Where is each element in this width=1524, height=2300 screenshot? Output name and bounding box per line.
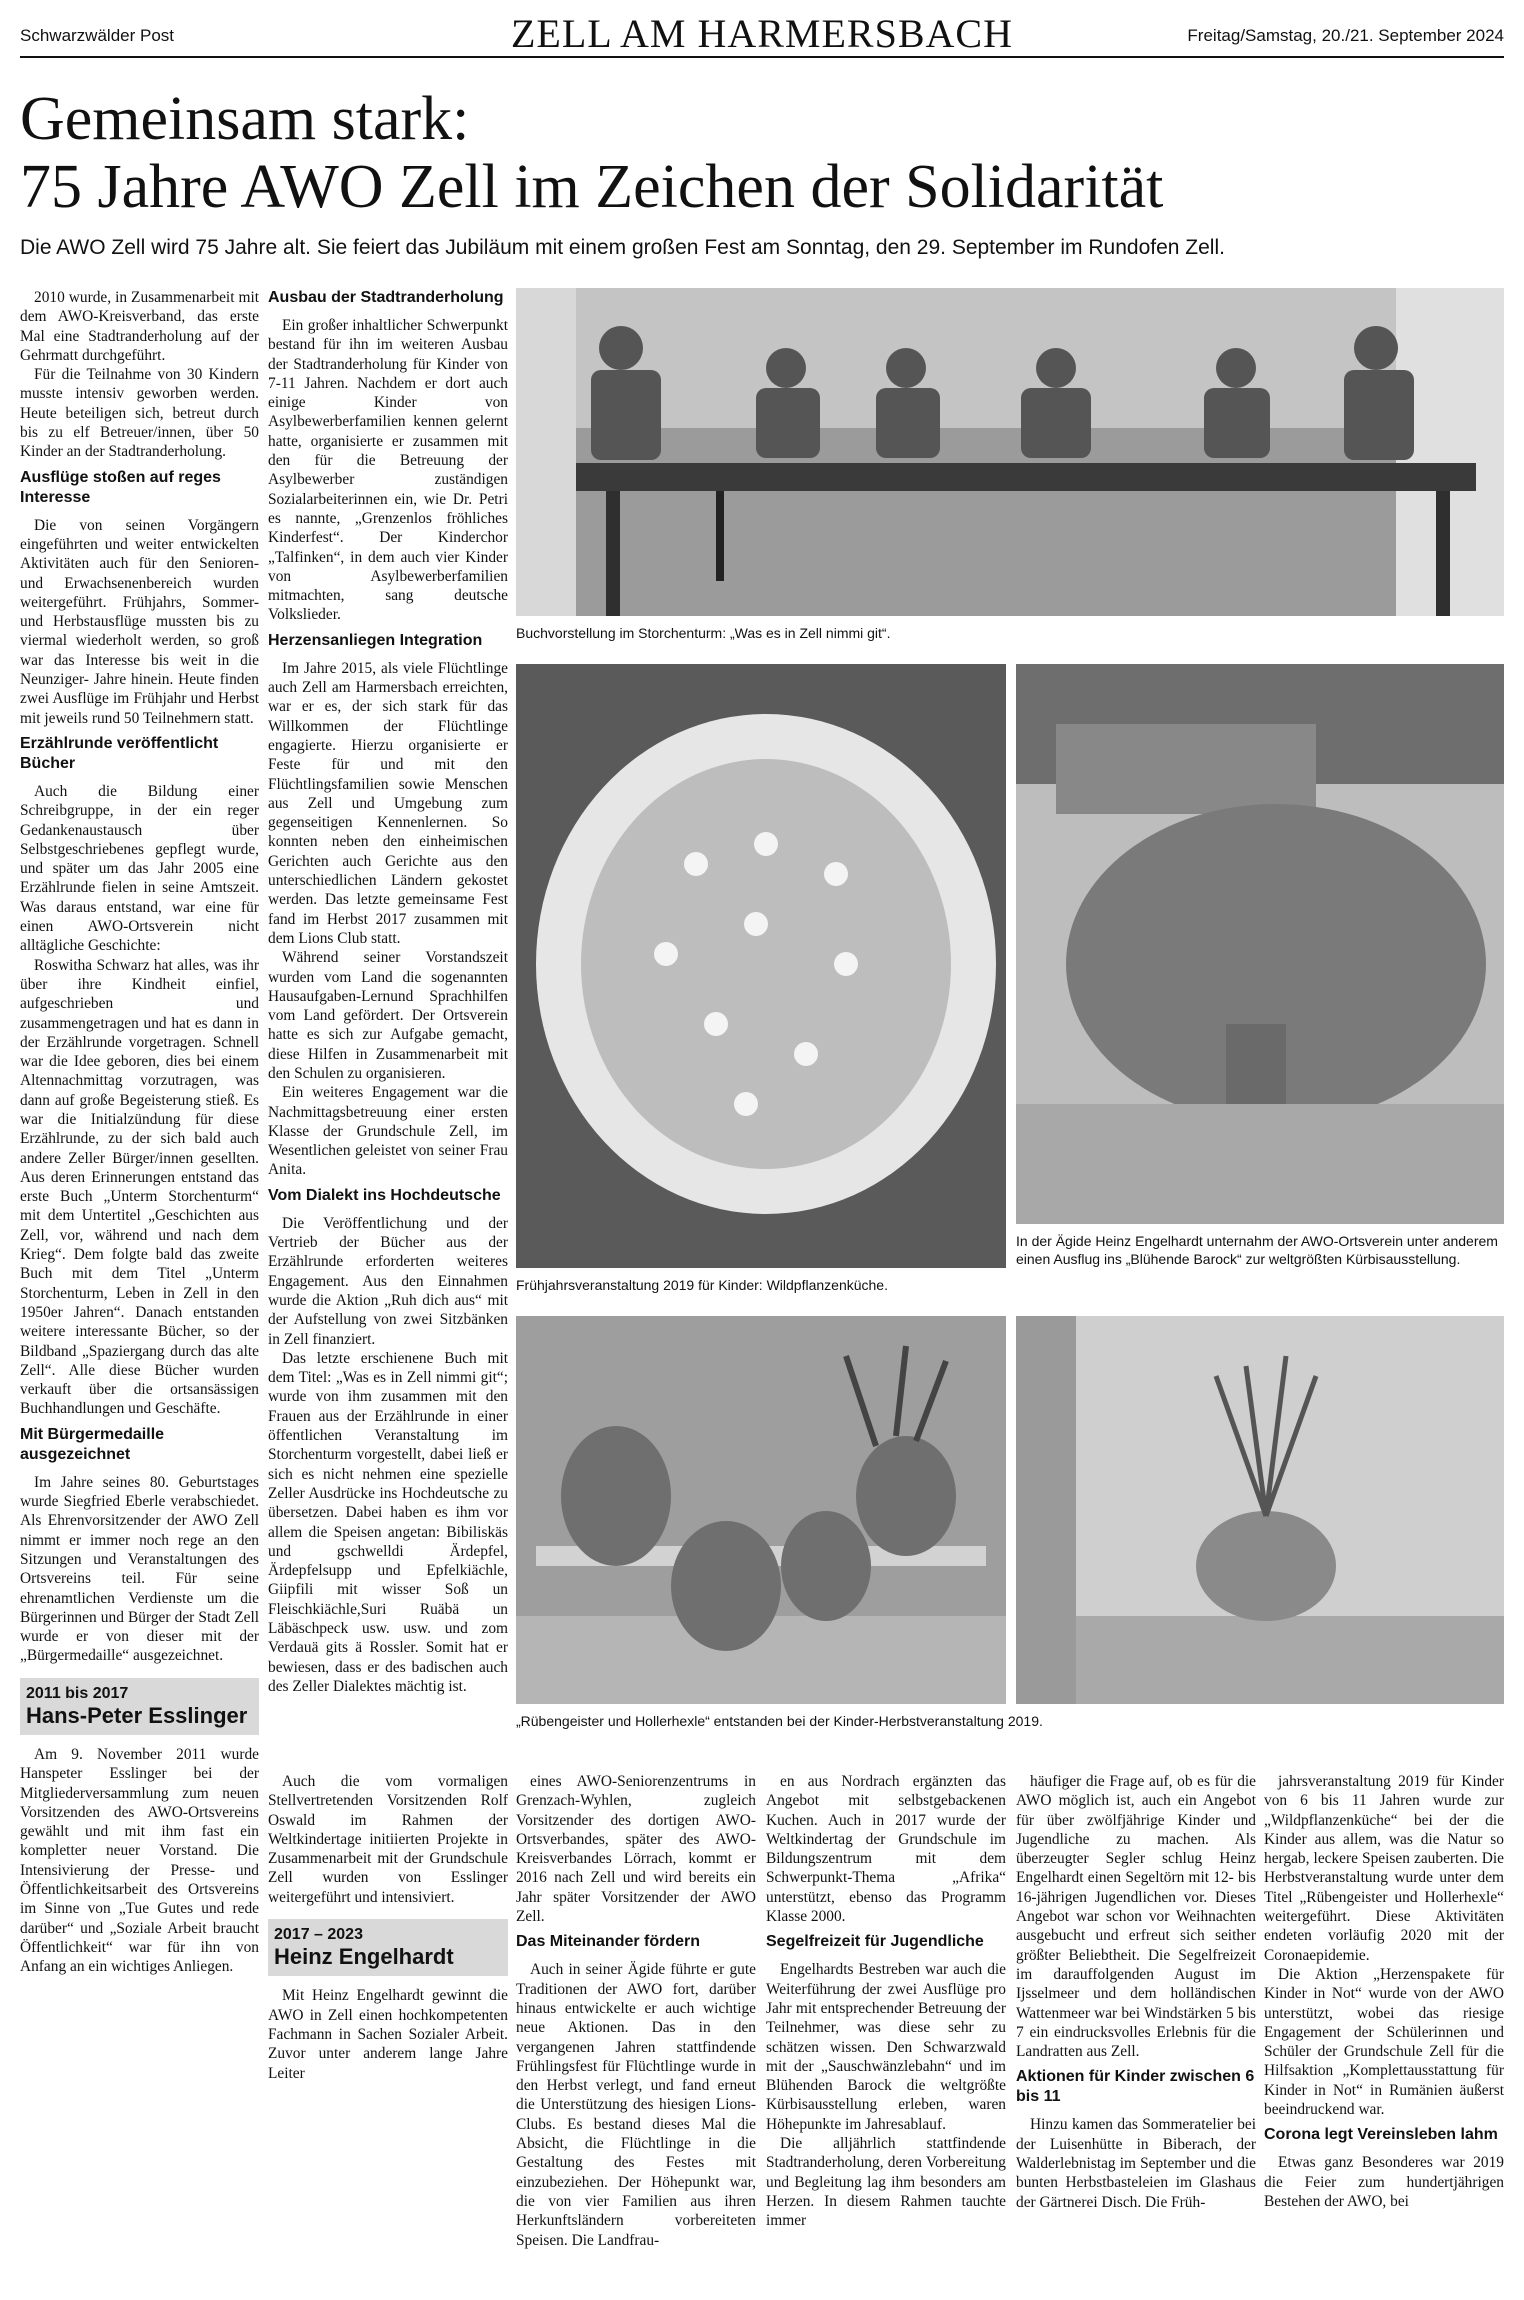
paragraph: Während seiner Vorstandszeit wurden vom Land die sogenannten Hausaufgaben-Lernund Sprachhilfen vom Land gefördert. Der Ortsverein hatte es sich zur Aufgabe gemacht, diese Hilfen in Zusammenarbeit mit den Schulen zu organisieren. (268, 949, 508, 1082)
paragraph: Am 9. November 2011 wurde Hanspeter Esslinger bei der Mitgliederversammlung zum neuen Vorsitzenden des AWO-Ortsvereins gewählt und mit ihm fast ein kompletter neuer Vorstand. Die Intensivierung der Presse- und Öffentlichkeitsarbeit des Ortsvereins im Sinne von „Tue Gutes und rede darüber“ und „Soziale Arbeit braucht Öffentlichkeit“ war für ihn von Anfang an ein wichtiges Anliegen. (20, 1746, 259, 1976)
era-name: Hans-Peter Esslinger (26, 1703, 248, 1728)
article-column-1 (20, 288, 259, 2296)
article-column-4 (516, 1772, 756, 2296)
subheadline: Die AWO Zell wird 75 Jahre alt. Sie feiert das Jubiläum mit einem großen Fest am Sonntag, den 29. September im Rundofen Zell. (20, 236, 1225, 259)
photo-book-presentation (516, 288, 1504, 616)
paragraph: Im Jahre 2015, als viele Flüchtlinge auch Zell am Harmersbach erreichten, war er es, der sich stark für das Willkommen der Flüchtlinge engagierte. Hierzu organisierte er Feste für und mit den Flüchtlingsfamilien sowie Menschen aus Zell und Umgebung zum gegenseitigen Kennenlernen. So konnten neben den einheimischen Gerichten auch Gerichte aus den unterschiedlichen Ländern gekostet werden. Das letzte gemeinsame Fest fand im Herbst 2017 zusammen mit dem Lions Club statt. (268, 659, 508, 947)
paragraph: Ein großer inhaltlicher Schwerpunkt bestand für ihn im weiteren Ausbau der Stadtranderholung für Kinder von 7-11 Jahren. Nachdem er dort auch einige Kinder von Asylbewerberfamilien kennen gelernt hatte, organisierte er zusammen mit den für die Betreuung der Asylbewerber zuständigen Sozialarbeiterinnen ein, wie Dr. Petri es nannte, „Grenzenlos fröhliches Kinderfest“. Der Kinderchor „Talfinken“, in dem auch vier Kinder von Asylbewerberfamilien mitmachten, sang deutsche Volkslieder. (268, 317, 508, 624)
photo-caption: Frühjahrsveranstaltung 2019 für Kinder: Wildpflanzenküche. (516, 1277, 888, 1293)
paragraph: Für die Teilnahme von 30 Kindern musste intensiv geworben werden. Heute beteiligen sich, betreut durch bis zu elf Betreuer/innen, über 50 Kinder an der Stadtranderholung. (20, 366, 259, 461)
paragraph: Die Aktion „Herzenspakete für Kinder in Not“ wurde von der AWO unterstützt, wobei das riesige Engagement der Schülerinnen und Schüler der Grundschule Zell für die Hilfsaktion „Komplettausstattung für Kinder in Not“ in Rumänien äußerst beeindruckend war. (1264, 1965, 1504, 2119)
article-column-7 (1264, 1772, 1504, 2296)
paragraph: Die Veröffentlichung und der Vertrieb der Bücher aus der Erzählrunde erforderten weiteres Engagement. Aus den Einnahmen wurde die Aktion „Ruh dich aus“ mit der Aufstellung von zwei Sitzbänken in Zell finanziert. (268, 1214, 508, 1348)
era-years: 2011 bis 2017 (26, 1684, 129, 1702)
subheading: Ausflüge stoßen auf reges Interesse (20, 468, 221, 506)
article-column-6 (1016, 1772, 1256, 2296)
photo-caption: In der Ägide Heinz Engelhardt unternahm der AWO-Ortsverein unter anderem einen Ausflug ins „Blühende Barock“ zur weltgrößten Kürbisausstellung. (1016, 1233, 1498, 1267)
paragraph: Die von seinen Vorgängern eingeführten und weiter entwickelten Aktivitäten auch für den Senioren- und Erwachsenenbereich wurden weitergeführt. Frühjahrs, Sommer- und Herbstausflüge mussten bis zu viermal wiederholt werden, so groß war das Interesse bis weit in die Neunziger- Jahre hinein. Heute finden zwei Ausflüge im Frühjahr und Herbst mit jeweils rund 50 Teilnehmern statt. (20, 516, 259, 727)
paragraph: Im Jahre seines 80. Geburtstages wurde Siegfried Eberle verabschiedet. Als Ehrenvorsitzender der AWO Zell nimmt er immer noch rege an den Sitzungen und Veranstaltungen des Ortsvereins teil. Für seine ehrenamtlichen Verdienste um die Bürgerinnen und Bürger der Stadt Zell wurde er von dieser mit der „Bürgermedaille“ ausgezeichnet. (20, 1473, 259, 1665)
headline (20, 85, 1504, 221)
newspaper-name: Schwarzwälder Post (20, 26, 175, 45)
headline-line-1: Gemeinsam stark: (20, 85, 470, 153)
photo-pumpkin-exhibition (1016, 664, 1504, 1224)
paragraph: Mit Heinz Engelhardt gewinnt die AWO in Zell einen hochkompetenten Fachmann in Sachen Sozialer Arbeit. Zuvor unter anderem lange Jahre Leiter (268, 1987, 508, 2082)
paragraph: häufiger die Frage auf, ob es für die AWO möglich ist, auch ein Angebot für über zwölfjährige Kinder und Jugendliche zu machen. Als überzeugter Segler schlug Heinz Engelhardt einen Segeltörn mit 12- bis 16-jährigen Jugendlichen vor. Dieses Angebot war schon vor Weihnachten ausgebucht und erfreut sich seither größter Beliebtheit. Die Segelfreizeit im darauffolgenden August im Ijsselmeer und dem holländischen Wattenmeer war bei Windstärken 5 bis 7 ein eindrucksvolles Erlebnis für die Landratten aus Zell. (1016, 1773, 1256, 2061)
headline-line-2: 75 Jahre AWO Zell im Zeichen der Solidarität (20, 153, 1164, 221)
subheading: Ausbau der Stadtranderholung (268, 289, 504, 306)
subheading: Vom Dialekt ins Hochdeutsche (268, 1186, 501, 1204)
article-column-3 (268, 1772, 508, 2296)
subheading: Corona legt Vereinsleben lahm (1264, 2126, 1498, 2144)
paragraph: Etwas ganz Besonderes war 2019 die Feier zum hundertjährigen Bestehen der AWO, bei (1264, 2154, 1504, 2210)
era-years: 2017 – 2023 (274, 1926, 363, 1944)
photo-wildflower-dish (516, 664, 1006, 1268)
subheading: Mit Bürgermedaille ausgezeichnet (20, 1425, 165, 1463)
paragraph: Auch die Bildung einer Schreibgruppe, in der ein reger Gedankenaustausch über Selbstgeschriebenes gepflegt wurde, und später um das Jahr 2005 eine Erzählrunde fielen in seine Amtszeit. Was daraus entstand, war eine für einen AWO-Ortsverein nicht alltägliche Geschichte: (20, 782, 259, 955)
subheading: Erzählrunde veröffentlicht Bücher (20, 734, 219, 772)
masthead (20, 10, 1504, 58)
era-box-esslinger (20, 1678, 259, 1735)
paragraph: Auch die vom vormaligen Stellvertretenden Vorsitzenden Rolf Oswald im Rahmen der Weltkindertage initiierten Projekte in Zusammenarbeit mit der Grundschule Zell wurden von Esslinger weitergeführt und intensiviert. (268, 1773, 508, 1906)
paragraph: en aus Nordrach ergänzten das Angebot mit selbstgebackenen Kuchen. Auch in 2017 wurde der Weltkindertag der Grundschule im Bildungszentrum mit dem Schwerpunkt-Thema „Afrika“ unterstützt, ebenso das Programm Klasse 2000. (766, 1773, 1006, 1926)
paragraph: jahrsveranstaltung 2019 für Kinder von 6 bis 11 Jahren wurde zur „Wildpflanzenküche“ bei der die Kinder aus allem, was die Natur so hergab, leckere Speisen zauberten. Die Herbstveranstaltung wurde unter dem Titel „Rübengeister und Hollerhexle“ weitergeführt. Diese Aktivitäten endeten vorläufig 2020 mit der Coronaepidemie. (1264, 1773, 1504, 1964)
paragraph: eines AWO-Seniorenzentrums in Grenzach-Wyhlen, zugleich Vorsitzender des dortigen AWO-Ortsverbandes, später des AWO-Kreisverbandes Lörrach, kommt er 2016 nach Zell und wird bereits ein Jahr später Vorsitzender der AWO Zell. (516, 1773, 756, 1926)
photo-turnip-ghosts (516, 1316, 1006, 1704)
paragraph: 2010 wurde, in Zusammenarbeit mit dem AWO-Kreisverband, das erste Mal eine Stadtranderholung auf der Gehrmatt durchgeführt. (20, 289, 259, 364)
article-column-2 (268, 288, 508, 1768)
paragraph: Hinzu kamen das Sommeratelier bei der Luisenhütte in Biberach, der Walderlebnistag im September und die bunten Herbstbasteleien im Glashaus der Gärtnerei Disch. Die Früh- (1016, 2116, 1256, 2211)
era-name: Heinz Engelhardt (274, 1944, 454, 1970)
paragraph: Die alljährlich stattfindende Stadtranderholung, deren Vorbereitung und Begleitung lag ihm besonders am Herzen. In diesem Rahmen tauchte immer (766, 2135, 1006, 2230)
subheading: Das Miteinander fördern (516, 1933, 701, 1951)
subheading: Herzensanliegen Integration (268, 631, 483, 649)
photo-caption: Buchvorstellung im Storchenturm: „Was es in Zell nimmi git“. (516, 625, 891, 641)
subheading: Aktionen für Kinder zwischen 6 bis 11 (1016, 2068, 1255, 2106)
paragraph: Auch in seiner Ägide führte er gute Traditionen der AWO fort, darüber hinaus entwickelte er auch wichtige neue Aktionen. Das in den vergangenen Jahren stattfindende Frühlingsfest für Flüchtlinge wurde in den Herbst verlegt, und fand erneut die Unterstützung des hiesigen Lions-Clubs. Es bestand dieses Mal die Absicht, die Flüchtlinge in die Gestaltung des Festes mit einzubeziehen. Der Höhepunkt war, die von vier Familien aus ihren Herkunftsländern vorbereiteten Speisen. Die Landfrau- (516, 1961, 756, 2249)
paragraph: Roswitha Schwarz hat alles, was ihr über ihre Kindheit einfiel, aufgeschrieben und zusammengetragen und hat es dann in der Erzählrunde vorgetragen. Schnell war die Idee geboren, dies bei einem Altennachmittag vorzutragen, was dann auf große Begeisterung stieß. Es war die Initialzündung für diese Erzählrunde, zu der sich bald auch andere Zeller Bürger/innen gesellten. Aus deren Erinnerungen entstand das erste Buch „Unterm Storchenturm“ mit dem Untertitel „Geschichten aus Zell, vor, während und nach dem Krieg“. Dem folgte bald das zweite Buch mit dem Titel „Unterm Storchenturm, Leben in Zell in den 1950er Jahren“. Danach entstanden weitere interessante Bücher, so der Bildband „Spaziergang durch das alte Zell“. Alle diese Bücher wurden verkauft über die ortsansässigen Buchhandlungen und Geschäfte. (20, 956, 259, 1418)
paragraph: Ein weiteres Engagement war die Nachmittagsbetreuung einer ersten Klasse der Grundschule Zell, im Wesentlichen geleistet von seiner Frau Anita. (268, 1084, 508, 1179)
era-box-engelhardt (268, 1919, 508, 1976)
article-column-5 (766, 1772, 1006, 2296)
paragraph: Engelhardts Bestreben war auch die Weiterführung der zwei Ausflüge pro Jahr mit entsprechender Betreuung der Teilnehmer, was diese sehr zu schätzen wissen. Den Schwarzwald mit der „Sauschwänzlebahn“ und im Blühenden Barock die weltgrößte Kürbisausstellung erleben, waren Höhepunkte im Jahresablauf. (766, 1961, 1006, 2133)
section-title: ZELL AM HARMERSBACH (510, 11, 1013, 56)
issue-date: Freitag/Samstag, 20./21. September 2024 (1187, 26, 1504, 45)
subheading: Segelfreizeit für Jugendliche (766, 1933, 984, 1951)
paragraph: Das letzte erschienene Buch mit dem Titel: „Was es in Zell nimmi git“; wurde von ihm zusammen mit den Frauen aus der Erzählrunde in einer öffentlichen Veranstaltung im Storchenturm vorgestellt, dabei ließ er sich es nicht nehmen eine spezielle Zeller Ausdrücke ins Hochdeutsche zu übersetzen. Dabei haben es ihm vor allem die Speisen angetan: Bibiliskäs und gschwelldi Ärdepfel, Ärdepfelsupp und Epfelkiächle, Giipfili mit wisser Soß un Fleischkiächle,Suri Ruäbä un Läbäschpeck usw. usw. und zom Verdauä gits ä Rossler. Somit hat er bewiesen, dass er des badischen auch des Zeller Dialektes mächtig ist. (268, 1349, 508, 1695)
photo-caption: „Rübengeister und Hollerhexle“ entstanden bei der Kinder-Herbstveranstaltung 2019. (516, 1713, 1043, 1729)
photo-hollerhexle (1016, 1316, 1504, 1704)
